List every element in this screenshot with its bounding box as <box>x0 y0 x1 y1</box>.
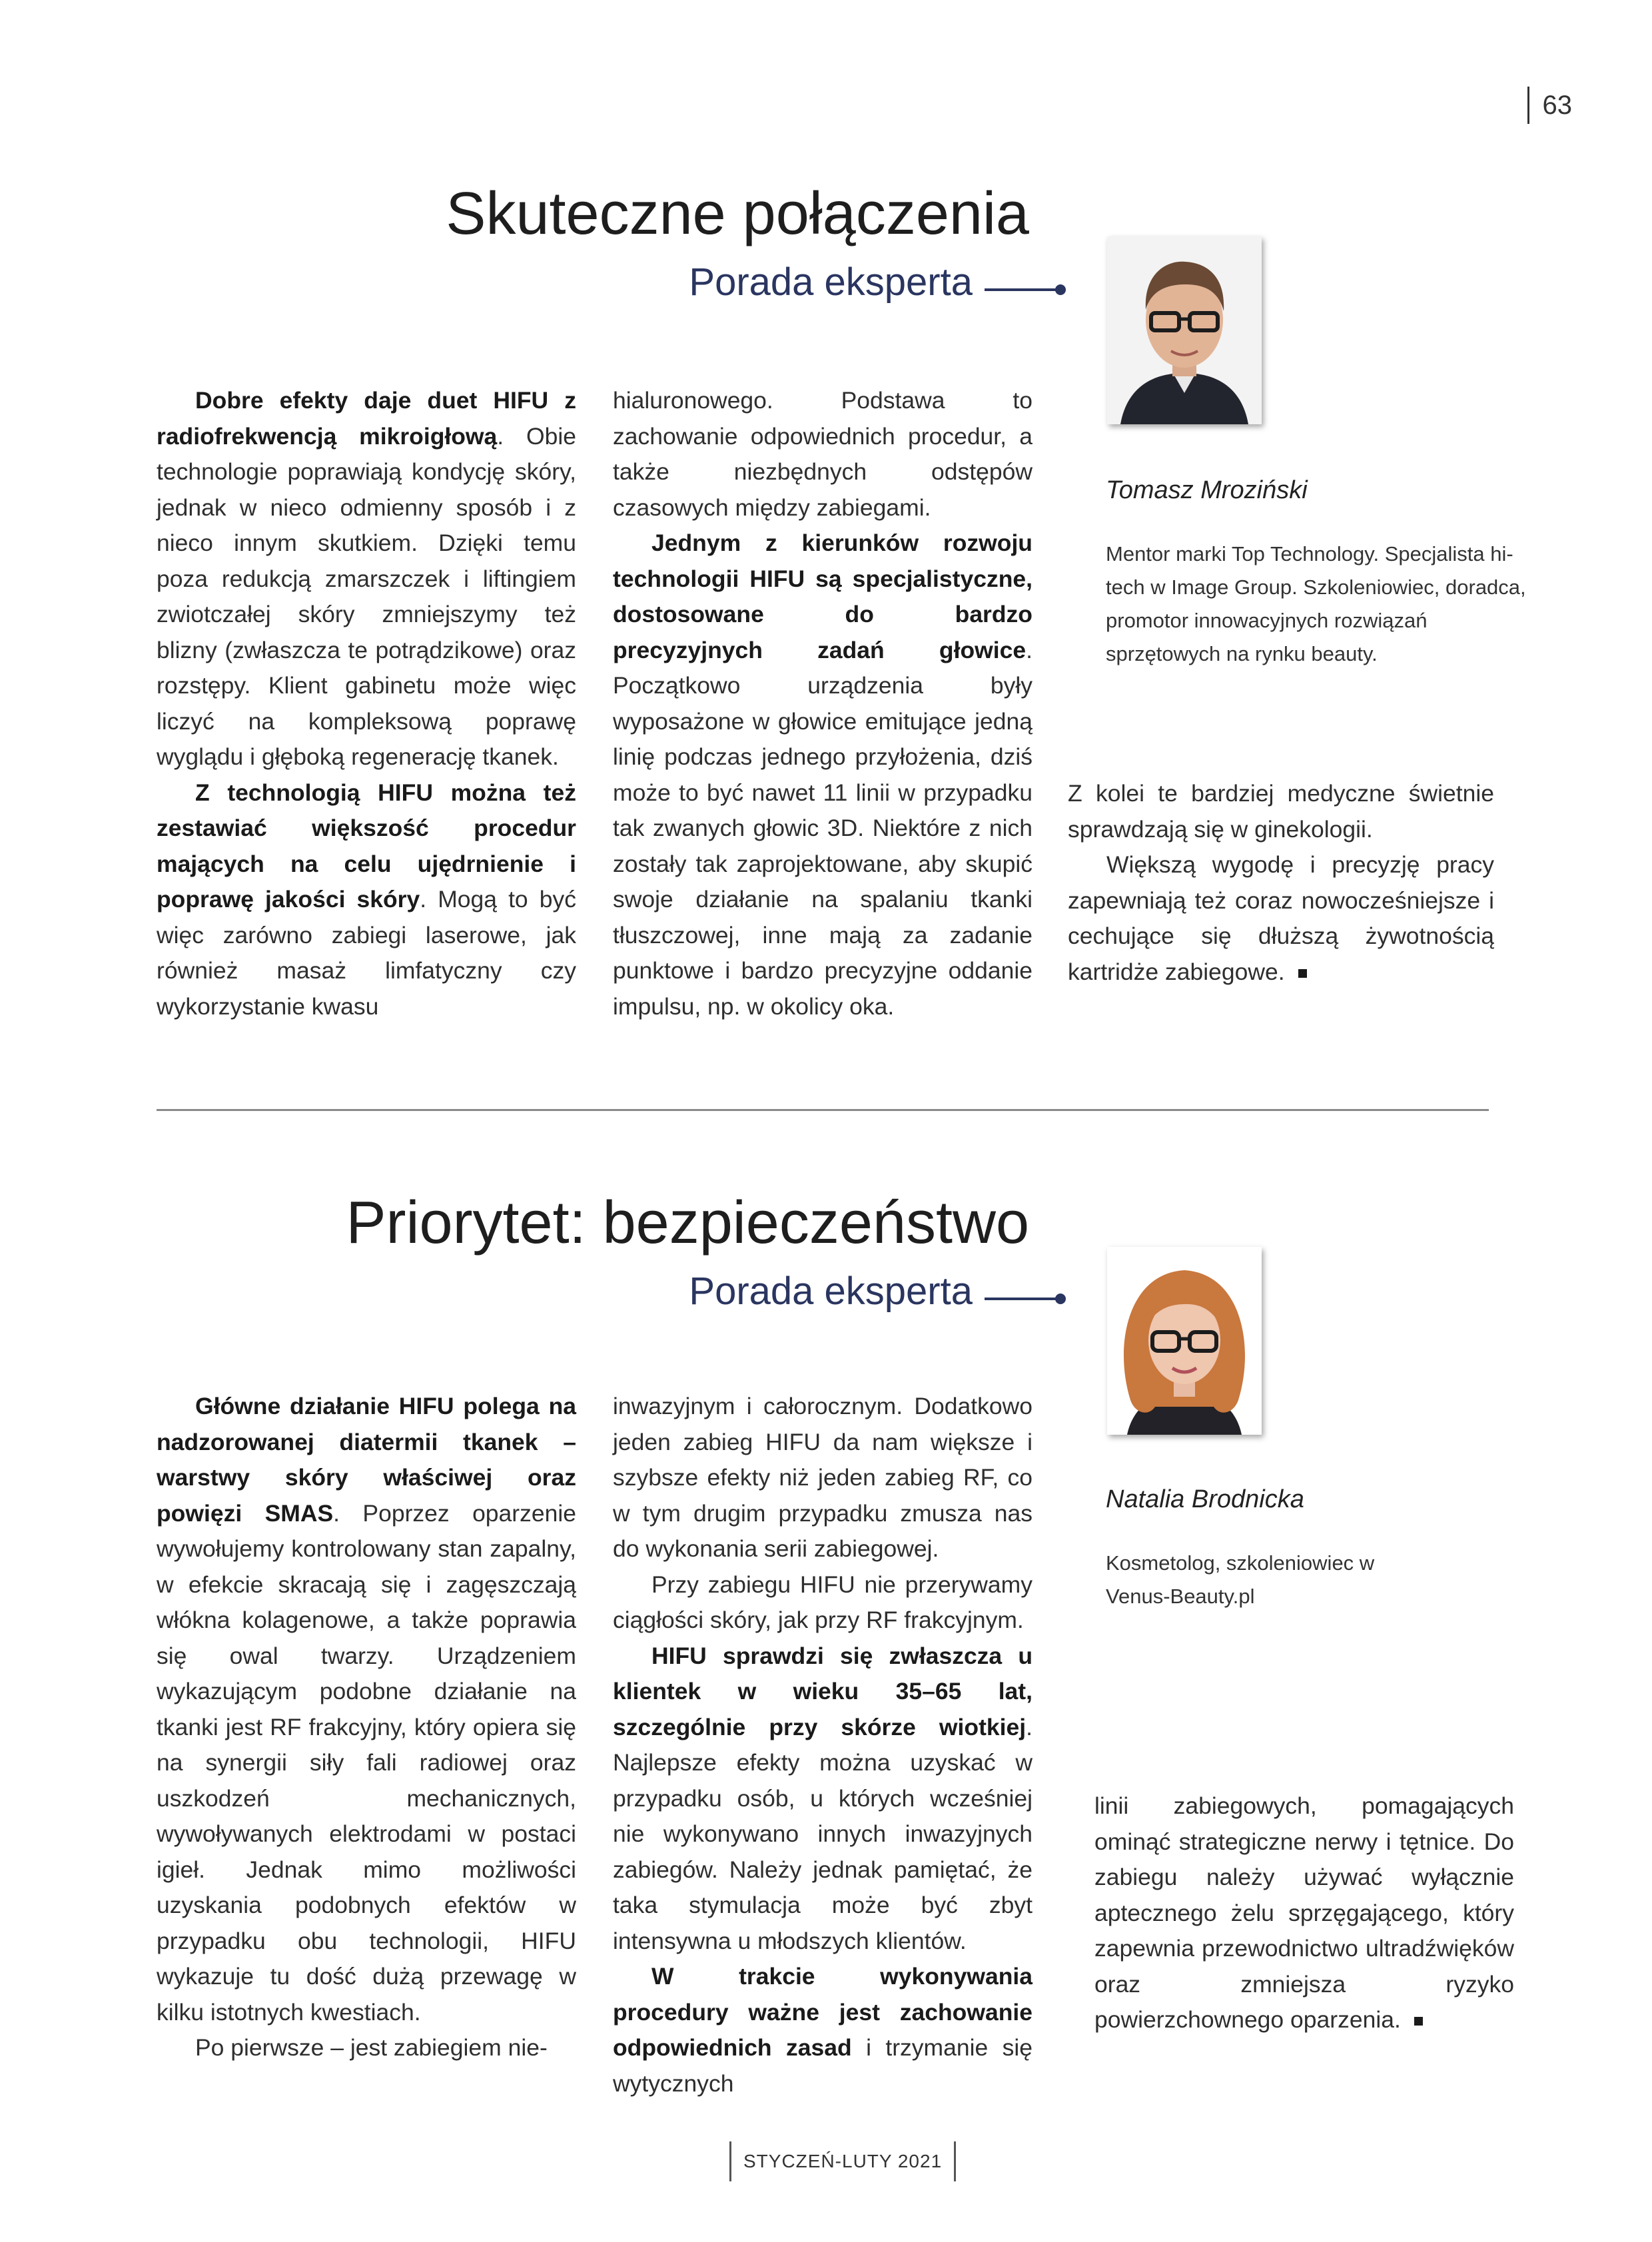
section-divider <box>157 1109 1489 1111</box>
article2-title: Priorytet: bezpieczeństwo <box>346 1190 1029 1256</box>
end-mark-icon <box>1414 2017 1423 2026</box>
portrait-man-icon <box>1107 236 1262 424</box>
article1-col2-p2-bold: Jednym z kierunków rozwoju technologii HIFU są specjalistyczne, dostosowane do bardzo precyzyjnych zadań głowice <box>613 530 1032 663</box>
article2-col3-p1-text: linii zabiegowych, pomagających ominąć strategiczne nerwy i tętnice. Do zabiegu należy używać wyłącznie aptecznego żelu sprzęgającego, który zapewnia przewodnictwo ultradźwięków oraz zmniejsza ryzyko powierzchownego oparzenia. <box>1094 1792 1514 2033</box>
article1-subtitle-dot-icon <box>1055 284 1066 295</box>
page-number: 63 <box>1527 87 1573 124</box>
end-mark-icon <box>1298 969 1307 978</box>
expert2-name: Natalia Brodnicka <box>1106 1485 1304 1513</box>
article1-column-1 <box>157 383 576 1024</box>
article2-col2-p4-bold: W trakcie wykonywania procedury ważne jest zachowanie odpowiednich zasad <box>613 1963 1032 2061</box>
article2-subtitle-line <box>985 1298 1059 1300</box>
article2-col1-p1-text: . Poprzez oparzenie wywołujemy kontrolowany stan zapalny, w efekcie skracają się i zagęszczają włókna kolagenowe, a także poprawia się owal twarzy. Urządzeniem wykazującym podobne działanie na tkanki jest RF frakcyjny, który opiera się na synergii siły fali radiowej oraz uszkodzeń mechanicznych, wywoływanych elektrodami w postaci igieł. Jednak mimo możliwości uzyskania podobnych efektów w przypadku obu technologii, HIFU wykazuje tu dość dużą przewagę w kilku istotnych kwestiach. <box>157 1499 576 2026</box>
article1-col2-p2-text: . Początkowo urządzenia były wyposażone w głowice emitujące jedną linię podczas jednego przyłożenia, dziś może to być nawet 11 linii w przypadku tak zwanych głowic 3D. Niektóre z nich zostały tak zaprojektowane, aby skupić swoje działanie na spalaniu tkanki tłuszczowej, inne mają za zadanie punktowe i bardzo precyzyjne oddanie impulsu, np. w okolicy oka. <box>613 636 1032 1020</box>
article2-col2-p1-text: inwazyjnym i całorocznym. Dodatkowo jeden zabieg HIFU da nam większe i szybsze efekty niż jeden zabieg RF, co w tym drugim przypadku zmusza nas do wykonania serii zabiegowej. <box>613 1393 1032 1562</box>
article2-subtitle: Porada eksperta <box>689 1270 973 1313</box>
article2-col1-p2-text: Po pierwsze – jest zabiegiem nie- <box>195 2034 548 2061</box>
expert2-bio: Kosmetolog, szkoleniowiec w Venus-Beauty.pl <box>1106 1551 1375 1608</box>
expert1-photo <box>1107 236 1262 424</box>
article1-column-2 <box>613 383 1032 1024</box>
article2-col2-p2-text: Przy zabiegu HIFU nie przerywamy ciągłości skóry, jak przy RF frakcyjnym. <box>613 1571 1032 1633</box>
article1-column-3 <box>1068 776 1494 990</box>
article1-col1-p1-text: . Obie technologie poprawiają kondycję skóry, jednak w nieco odmienny sposób i z nieco innym skutkiem. Dzięki temu poza redukcją zmarszczek i liftingiem zwiotczałej skóry zmniejszymy też blizny (zwłaszcza te potrądzikowe) oraz rozstępy. Klient gabinetu może więc liczyć na kompleksową poprawę wyglądu i głęboką regenerację tkanek. <box>157 422 577 770</box>
issue-footer: STYCZEŃ-LUTY 2021 <box>729 2141 956 2181</box>
article1-col2-p1-text: hialuronowego. Podstawa to zachowanie odpowiednich procedur, a także niezbędnych odstępów czasowych między zabiegami. <box>613 387 1032 521</box>
article2-col2-p3-bold: HIFU sprawdzi się zwłaszcza u klientek w wieku 35–65 lat, szczególnie przy skórze wiotkiej <box>613 1642 1032 1740</box>
article2-column-3 <box>1094 1788 1514 2038</box>
article1-col3-p1-text: Z kolei te bardziej medyczne świetnie sprawdzają się w ginekologii. <box>1068 780 1494 843</box>
expert1-name: Tomasz Mroziński <box>1106 476 1308 504</box>
article1-subtitle: Porada eksperta <box>689 260 973 304</box>
expert1-bio: Mentor marki Top Technology. Specjalista hi-tech w Image Group. Szkoleniowiec, doradca, promotor innowacyjnych rozwiązań sprzętowych na rynku beauty. <box>1106 542 1526 665</box>
article2-col1-p1-bold: Główne działanie HIFU polega na nadzorowanej diatermii tkanek – warstwy skóry właściwej oraz powięzi SMAS <box>157 1393 576 1527</box>
article1-col1-p2-bold: Z technologią HIFU można też zestawiać większość procedur mających na celu ujędrnienie i poprawę jakości skóry <box>157 779 576 913</box>
article1-col3-p2-text: Większą wygodę i precyzję pracy zapewniają też coraz nowocześniejsze i cechujące się dłuższą żywotnością kartridże zabiegowe. <box>1068 851 1494 985</box>
article2-subtitle-dot-icon <box>1055 1294 1066 1304</box>
article2-column-1 <box>157 1389 576 2066</box>
article2-col2-p4-text: i trzymanie się wytycznych <box>613 2034 1032 2097</box>
article1-col1-p1-bold: Dobre efekty daje duet HIFU z radiofrekwencją mikroigłową <box>157 387 576 450</box>
article2-column-2 <box>613 1389 1032 2101</box>
article1-subtitle-line <box>985 288 1059 291</box>
article2-col2-p3-text: . Najlepsze efekty można uzyskać w przypadku osób, u których wcześniej nie wykonywano innych inwazyjnych zabiegów. Należy jednak pamiętać, że taka stymulacja może być zbyt intensywna u młodszych klientów. <box>613 1713 1032 1954</box>
article1-title: Skuteczne połączenia <box>446 181 1029 247</box>
expert2-photo <box>1107 1247 1262 1435</box>
portrait-woman-icon <box>1107 1247 1262 1435</box>
article1-col1-p2-text: . Mogą to być więc zarówno zabiegi laserowe, jak również masaż limfatyczny czy wykorzystanie kwasu <box>157 886 577 1020</box>
